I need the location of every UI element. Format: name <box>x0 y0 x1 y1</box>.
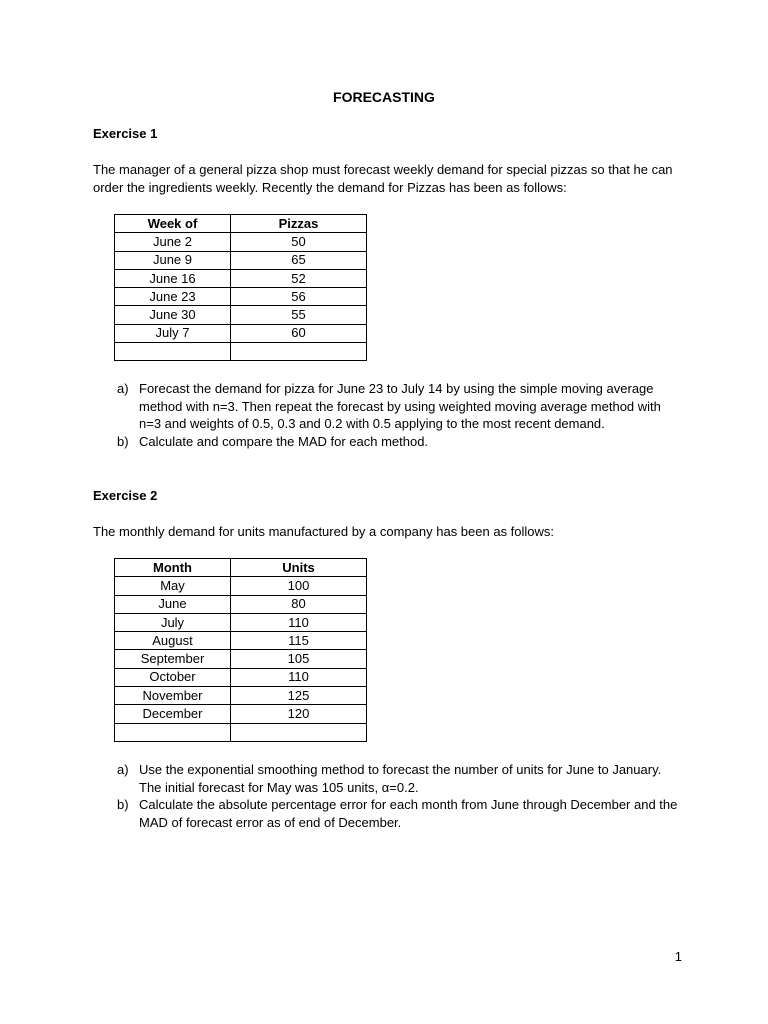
column-header: Week of <box>115 215 231 233</box>
table-cell: 110 <box>231 613 367 631</box>
table-row-empty <box>115 723 367 741</box>
table-cell: December <box>115 705 231 723</box>
table-row <box>115 233 367 251</box>
table-cell: 100 <box>231 577 367 595</box>
table-row <box>115 705 367 723</box>
table-row <box>115 668 367 686</box>
table-row <box>115 324 367 342</box>
table-row <box>115 650 367 668</box>
table-cell: June 23 <box>115 288 231 306</box>
list-item-label: b) <box>117 433 129 449</box>
table-row <box>115 288 367 306</box>
table-cell: 50 <box>231 233 367 251</box>
list-item-label: a) <box>117 381 129 396</box>
table-row <box>115 613 367 631</box>
table-cell: 105 <box>231 650 367 668</box>
list-item-label: b) <box>117 797 129 812</box>
table-cell: August <box>115 632 231 650</box>
table-row <box>115 632 367 650</box>
exercise-1-heading: Exercise 1 <box>93 126 158 141</box>
table-cell: June 9 <box>115 251 231 269</box>
exercise-2-heading: Exercise 2 <box>93 488 158 503</box>
table-cell: September <box>115 650 231 668</box>
table-cell: 60 <box>231 324 367 342</box>
table-row <box>115 595 367 613</box>
table-cell: June <box>115 595 231 613</box>
units-demand-table <box>114 558 367 742</box>
table-cell: June 2 <box>115 233 231 251</box>
table-cell: 56 <box>231 288 367 306</box>
table-row <box>115 269 367 287</box>
table-cell: October <box>115 668 231 686</box>
page-number: 1 <box>674 949 682 964</box>
list-item <box>93 433 683 451</box>
list-item <box>93 796 683 831</box>
list-item-text: Calculate the absolute percentage error for each month from June through December and the MAD of forecast error as of end of December. <box>139 797 678 830</box>
list-item <box>93 761 683 796</box>
table-row <box>115 687 367 705</box>
table-cell <box>231 723 367 741</box>
table-cell: 120 <box>231 705 367 723</box>
exercise-1-task-list <box>93 380 683 450</box>
table-header-row <box>115 215 367 233</box>
table-cell <box>231 343 367 361</box>
exercise-2-task-list <box>93 761 683 831</box>
table-cell: 52 <box>231 269 367 287</box>
table-cell: July <box>115 613 231 631</box>
table-cell <box>115 723 231 741</box>
table-row <box>115 251 367 269</box>
column-header: Units <box>231 559 367 577</box>
list-item-text: Use the exponential smoothing method to forecast the number of units for June to January. The initial forecast for May was 105 units, α=0.2. <box>139 762 662 795</box>
table-cell: May <box>115 577 231 595</box>
list-item-text: Forecast the demand for pizza for June 23 to July 14 by using the simple moving average method with n=3. Then repeat the forecast by using weighted moving average method with n=3 and weights of 0.5, 0.3 and 0.2 with 0.5 applying to the most recent demand. <box>139 381 661 431</box>
table-row <box>115 306 367 324</box>
table-cell: 125 <box>231 687 367 705</box>
table-cell: July 7 <box>115 324 231 342</box>
table-header-row <box>115 559 367 577</box>
page-title: FORECASTING <box>333 89 435 105</box>
table-cell: 55 <box>231 306 367 324</box>
table-cell <box>115 343 231 361</box>
table-cell: June 16 <box>115 269 231 287</box>
list-item-text: Calculate and compare the MAD for each method. <box>139 433 429 449</box>
table-cell: June 30 <box>115 306 231 324</box>
column-header: Month <box>115 559 231 577</box>
exercise-1-intro: The manager of a general pizza shop must forecast weekly demand for special pizzas so that he can order the ingredients weekly. Recently the demand for Pizzas has been as follows: <box>93 162 673 195</box>
exercise-2-intro: The monthly demand for units manufactured by a company has been as follows: <box>93 524 555 539</box>
column-header: Pizzas <box>231 215 367 233</box>
table-row <box>115 577 367 595</box>
table-cell: 115 <box>231 632 367 650</box>
table-cell: November <box>115 687 231 705</box>
table-cell: 110 <box>231 668 367 686</box>
pizza-demand-table <box>114 214 367 361</box>
table-row-empty <box>115 343 367 361</box>
table-cell: 80 <box>231 595 367 613</box>
list-item-label: a) <box>117 762 129 777</box>
table-cell: 65 <box>231 251 367 269</box>
list-item <box>93 380 683 433</box>
